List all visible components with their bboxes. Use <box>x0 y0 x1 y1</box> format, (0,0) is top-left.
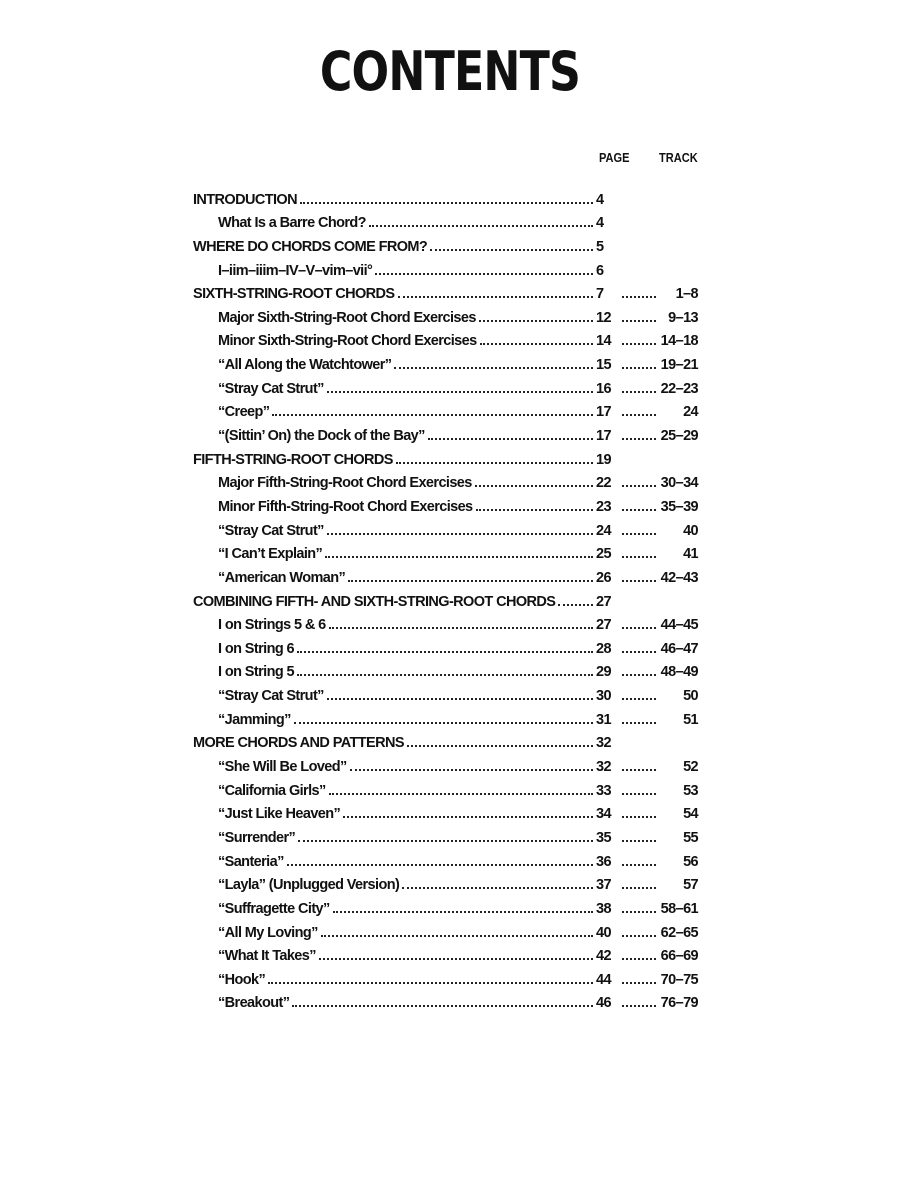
toc-entry-page: 6 <box>596 262 604 279</box>
toc-entry-page: 42 <box>596 948 611 965</box>
toc-entry-title: “All Along the Watchtower” <box>218 357 392 374</box>
toc-entry <box>193 893 698 917</box>
toc-entry <box>193 680 698 704</box>
toc-entry-title: SIXTH-STRING-ROOT CHORDS <box>193 286 395 303</box>
dot-leader <box>327 698 593 700</box>
track-dot-leader <box>622 769 656 771</box>
toc-entry-page: 46 <box>596 995 611 1012</box>
toc-entry-title: I on Strings 5 & 6 <box>218 617 326 634</box>
toc-entry-track: 57 <box>683 877 698 894</box>
toc-entry-track: 62–65 <box>660 924 698 941</box>
toc-entry-page: 35 <box>596 829 611 846</box>
toc-entry-track: 44–45 <box>660 617 698 634</box>
page-title: CONTENTS <box>319 40 581 103</box>
toc-entry <box>193 657 698 681</box>
dot-leader <box>394 367 593 369</box>
toc-entry <box>193 326 698 350</box>
dot-leader <box>430 249 593 251</box>
dot-leader <box>480 343 593 345</box>
toc-entry-title: “Stray Cat Strut” <box>218 522 324 539</box>
toc-entry <box>193 799 698 823</box>
toc-entry-track: 48–49 <box>660 664 698 681</box>
dot-leader <box>287 864 593 866</box>
track-dot-leader <box>622 343 656 345</box>
track-dot-leader <box>622 651 656 653</box>
toc-entry-title: “Layla” (Unplugged Version) <box>218 877 400 894</box>
toc-entry-title: “Hook” <box>218 971 266 988</box>
toc-entry-track: 50 <box>683 688 698 705</box>
dot-leader <box>297 674 593 676</box>
toc-entry-track: 22–23 <box>660 380 698 397</box>
toc-entry-title: “Breakout” <box>218 995 290 1012</box>
track-dot-leader <box>622 414 656 416</box>
toc-entry <box>193 586 698 610</box>
toc-entry-track: 76–79 <box>660 995 698 1012</box>
toc-entry-title: I on String 5 <box>218 664 294 681</box>
dot-leader <box>407 745 593 747</box>
toc-entry-title: “I Can’t Explain” <box>218 546 323 563</box>
toc-entry-track: 46–47 <box>660 640 698 657</box>
track-dot-leader <box>622 580 656 582</box>
toc-entry-title: MORE CHORDS AND PATTERNS <box>193 735 404 752</box>
track-dot-leader <box>622 320 656 322</box>
toc-entry-track: 40 <box>683 522 698 539</box>
toc-entry-track: 58–61 <box>660 900 698 917</box>
toc-entry-page: 15 <box>596 357 611 374</box>
toc-entry-page: 37 <box>596 877 611 894</box>
dot-leader <box>321 935 593 937</box>
toc-entry-page: 5 <box>596 238 604 255</box>
dot-leader <box>327 391 593 393</box>
toc-entry-page: 16 <box>596 380 611 397</box>
toc-entry-title: Major Fifth-String-Root Chord Exercises <box>218 475 472 492</box>
toc-entry-title: Minor Fifth-String-Root Chord Exercises <box>218 498 473 515</box>
dot-leader <box>272 414 593 416</box>
toc-entry-page: 17 <box>596 428 611 445</box>
dot-leader <box>294 722 593 724</box>
toc-entry <box>193 397 698 421</box>
toc-entry <box>193 184 698 208</box>
toc-entry-title: “California Girls” <box>218 782 326 799</box>
toc-entry <box>193 775 698 799</box>
dot-leader <box>350 769 593 771</box>
track-dot-leader <box>622 722 656 724</box>
toc-entry-page: 19 <box>596 451 611 468</box>
toc-entry-title: “Just Like Heaven” <box>218 806 341 823</box>
dot-leader <box>396 462 593 464</box>
track-dot-leader <box>622 296 656 298</box>
toc-entry-title: What Is a Barre Chord? <box>218 215 366 232</box>
toc-entry-page: 32 <box>596 735 611 752</box>
track-dot-leader <box>622 864 656 866</box>
toc-entry-track: 19–21 <box>660 357 698 374</box>
dot-leader <box>327 533 593 535</box>
track-dot-leader <box>622 509 656 511</box>
toc-entry-track: 35–39 <box>660 498 698 515</box>
toc-entry <box>193 420 698 444</box>
toc-entry-title: “Jamming” <box>218 711 291 728</box>
toc-entry-track: 52 <box>683 759 698 776</box>
toc-entry-title: FIFTH-STRING-ROOT CHORDS <box>193 451 393 468</box>
toc-entry-page: 22 <box>596 475 611 492</box>
track-dot-leader <box>622 793 656 795</box>
toc-entry <box>193 515 698 539</box>
toc-entry-title: “She Will Be Loved” <box>218 759 347 776</box>
dot-leader <box>402 887 593 889</box>
toc-entry <box>193 468 698 492</box>
toc-entry-title: “What It Takes” <box>218 948 316 965</box>
toc-entry <box>193 231 698 255</box>
toc-entry-track: 24 <box>683 404 698 421</box>
track-dot-leader <box>622 887 656 889</box>
toc-entry-track: 25–29 <box>660 428 698 445</box>
toc-entry-page: 32 <box>596 759 611 776</box>
toc-entry-track: 41 <box>683 546 698 563</box>
track-dot-leader <box>622 816 656 818</box>
toc-entry-page: 28 <box>596 640 611 657</box>
dot-leader <box>329 793 593 795</box>
toc-entry <box>193 539 698 563</box>
toc-entry-track: 42–43 <box>660 569 698 586</box>
dot-leader <box>476 509 593 511</box>
toc-entry-page: 4 <box>596 191 604 208</box>
dot-leader <box>375 273 593 275</box>
dot-leader <box>333 911 593 913</box>
toc-entry-page: 25 <box>596 546 611 563</box>
table-of-contents <box>193 184 698 1011</box>
toc-entry-title: “Creep” <box>218 404 270 421</box>
track-column-header: TRACK <box>659 150 698 165</box>
toc-entry <box>193 941 698 965</box>
toc-entry-title: “Stray Cat Strut” <box>218 688 324 705</box>
page-column-header: PAGE <box>599 150 630 165</box>
toc-entry-page: 36 <box>596 853 611 870</box>
toc-entry <box>193 279 698 303</box>
toc-entry-page: 34 <box>596 806 611 823</box>
dot-leader <box>428 438 593 440</box>
toc-entry-page: 23 <box>596 498 611 515</box>
dot-leader <box>298 840 593 842</box>
track-dot-leader <box>622 367 656 369</box>
toc-entry <box>193 964 698 988</box>
toc-entry-track: 56 <box>683 853 698 870</box>
dot-leader <box>325 556 593 558</box>
toc-entry-title: I on String 6 <box>218 640 294 657</box>
toc-entry-track: 54 <box>683 806 698 823</box>
toc-entry-title: Major Sixth-String-Root Chord Exercises <box>218 309 476 326</box>
track-dot-leader <box>622 674 656 676</box>
toc-entry <box>193 491 698 515</box>
toc-entry-page: 12 <box>596 309 611 326</box>
toc-entry <box>193 444 698 468</box>
toc-entry <box>193 751 698 775</box>
toc-entry-title: I–iim–iiim–IV–V–vim–vii° <box>218 262 373 279</box>
toc-entry-page: 27 <box>596 593 611 610</box>
track-dot-leader <box>622 935 656 937</box>
toc-entry <box>193 349 698 373</box>
toc-entry-track: 30–34 <box>660 475 698 492</box>
toc-entry-page: 40 <box>596 924 611 941</box>
toc-entry-title: “(Sittin’ On) the Dock of the Bay” <box>218 428 425 445</box>
toc-entry <box>193 846 698 870</box>
dot-leader <box>268 982 593 984</box>
track-dot-leader <box>622 627 656 629</box>
track-dot-leader <box>622 911 656 913</box>
toc-entry <box>193 728 698 752</box>
toc-entry <box>193 373 698 397</box>
toc-entry-track: 53 <box>683 782 698 799</box>
track-dot-leader <box>622 391 656 393</box>
dot-leader <box>292 1005 593 1007</box>
track-dot-leader <box>622 485 656 487</box>
toc-entry-title: “American Woman” <box>218 569 346 586</box>
toc-entry-title: Minor Sixth-String-Root Chord Exercises <box>218 333 477 350</box>
toc-entry-track: 51 <box>683 711 698 728</box>
toc-entry-page: 26 <box>596 569 611 586</box>
dot-leader <box>479 320 593 322</box>
dot-leader <box>369 225 593 227</box>
dot-leader <box>348 580 593 582</box>
toc-entry-page: 24 <box>596 522 611 539</box>
dot-leader <box>398 296 594 298</box>
toc-entry <box>193 610 698 634</box>
toc-entry-page: 38 <box>596 900 611 917</box>
toc-entry <box>193 633 698 657</box>
toc-entry-page: 17 <box>596 404 611 421</box>
toc-entry-page: 27 <box>596 617 611 634</box>
toc-entry-track: 55 <box>683 829 698 846</box>
toc-entry-title: INTRODUCTION <box>193 191 297 208</box>
track-dot-leader <box>622 556 656 558</box>
dot-leader <box>329 627 593 629</box>
track-dot-leader <box>622 698 656 700</box>
toc-entry-title: “All My Loving” <box>218 924 318 941</box>
toc-entry-page: 29 <box>596 664 611 681</box>
track-dot-leader <box>622 1005 656 1007</box>
toc-entry <box>193 822 698 846</box>
toc-entry-page: 33 <box>596 782 611 799</box>
toc-entry <box>193 704 698 728</box>
toc-entry-page: 30 <box>596 688 611 705</box>
toc-entry-page: 31 <box>596 711 611 728</box>
toc-entry-track: 9–13 <box>668 309 698 326</box>
toc-entry-title: “Suffragette City” <box>218 900 330 917</box>
track-dot-leader <box>622 533 656 535</box>
toc-entry-page: 14 <box>596 333 611 350</box>
toc-entry <box>193 562 698 586</box>
toc-entry <box>193 255 698 279</box>
track-dot-leader <box>622 840 656 842</box>
toc-entry-page: 7 <box>596 286 604 303</box>
toc-entry-page: 44 <box>596 971 611 988</box>
dot-leader <box>343 816 593 818</box>
toc-entry <box>193 208 698 232</box>
toc-entry-page: 4 <box>596 215 604 232</box>
toc-entry-title: COMBINING FIFTH- AND SIXTH-STRING-ROOT CHORDS <box>193 593 556 610</box>
dot-leader <box>300 202 593 204</box>
toc-entry-track: 1–8 <box>675 286 698 303</box>
toc-entry <box>193 917 698 941</box>
toc-entry-title: “Stray Cat Strut” <box>218 380 324 397</box>
track-dot-leader <box>622 958 656 960</box>
toc-entry <box>193 988 698 1012</box>
dot-leader <box>475 485 593 487</box>
track-dot-leader <box>622 982 656 984</box>
toc-entry-track: 66–69 <box>660 948 698 965</box>
toc-entry <box>193 302 698 326</box>
toc-entry-title: WHERE DO CHORDS COME FROM? <box>193 238 428 255</box>
toc-entry <box>193 870 698 894</box>
toc-entry-track: 14–18 <box>660 333 698 350</box>
toc-entry-track: 70–75 <box>660 971 698 988</box>
dot-leader <box>558 604 593 606</box>
track-dot-leader <box>622 438 656 440</box>
toc-entry-title: “Surrender” <box>218 829 296 846</box>
dot-leader <box>297 651 593 653</box>
toc-entry-title: “Santeria” <box>218 853 284 870</box>
dot-leader <box>319 958 593 960</box>
